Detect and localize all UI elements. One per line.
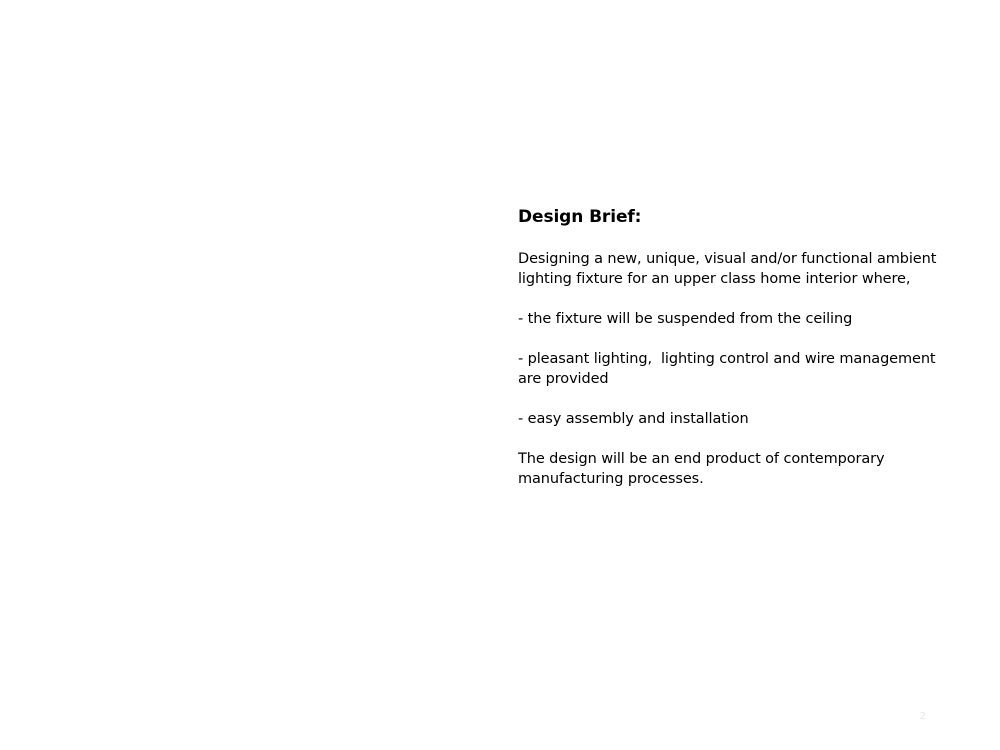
page-number: 2 (919, 711, 926, 722)
brief-point-lighting: - pleasant lighting, lighting control and wire management are provided (518, 351, 945, 387)
design-brief (518, 205, 958, 509)
brief-point-suspension: - the fixture will be suspended from the ceiling (518, 311, 853, 327)
brief-point-assembly: - easy assembly and installation (518, 411, 749, 427)
brief-title: Design Brief: (518, 207, 642, 227)
brief-closing: The design will be an end product of contemporary manufacturing processes. (518, 451, 889, 487)
brief-intro: Designing a new, unique, visual and/or functional ambient lighting fixture for an upper class home interior where, (518, 251, 941, 287)
